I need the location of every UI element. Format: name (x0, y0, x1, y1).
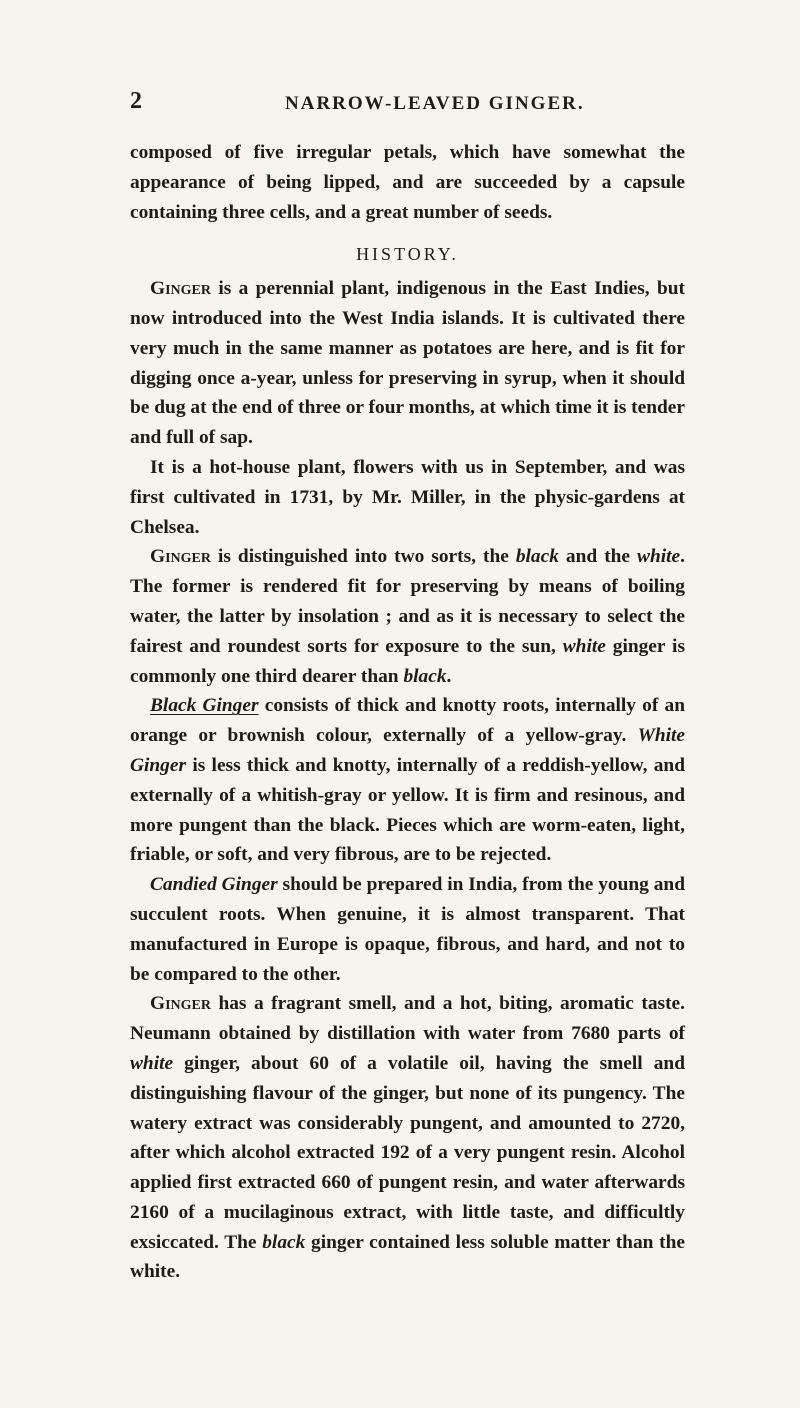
page-number: 2 (130, 88, 142, 114)
paragraph-2: It is a hot-house plant, flowers with us in September, and was first cultivated in 1731, by Mr. Miller, in the physic-gardens at Chelsea. (130, 456, 685, 538)
lead-word: Ginger (150, 993, 211, 1015)
intro-paragraph: composed of five irregular petals, which have somewhat the appearance of being lipped, and are succeeded by a capsule containing three cells, and a great number of seeds. (130, 142, 685, 223)
lead-term: Candied Ginger (150, 874, 278, 896)
paragraph-6: Ginger has a fragrant smell, and a hot, biting, aromatic taste. Neumann obtained by distillation with water from 7680 parts of white ginger, about 60 of a volatile oil, having the smell and distinguishing flavour of the ginger, but none of its pungency. The watery extract was considerably pungent, and amounted to 2720, after which alcohol extracted 192 of a very pungent resin. Alcohol applied first extracted 660 of pungent resin, and water afterwards 2160 of a mucilaginous extract, with little taste, and difficultly exsiccated. The black ginger contained less soluble matter than the white. (130, 993, 685, 1283)
paragraph-1: Ginger is a perennial plant, indigenous in the East Indies, but now introduced into the West India islands. It is cultivated there very much in the same manner as potatoes are here, and is fit for digging once a-year, unless for preserving in syrup, when it should be dug at the end of three or four months, at which time it is tender and full of sap. (130, 278, 685, 449)
running-title: NARROW-LEAVED GINGER. (285, 93, 585, 114)
paragraph-3: Ginger is distinguished into two sorts, the black and the white. The former is rendered fit for preserving by means of boiling water, the latter by insolation ; and as it is necessary to select the fairest and roundest sorts for exposure to the sun, white ginger is commonly one third dearer than black. (130, 546, 686, 687)
lead-term: Black Ginger (150, 695, 259, 717)
lead-word: Ginger (150, 278, 211, 300)
paragraph-5: Candied Ginger should be prepared in India, from the young and succulent roots. When genuine, it is almost transparent. That manufactured in Europe is opaque, fibrous, and hard, and not to be compared to the other. (130, 874, 685, 985)
lead-word: Ginger (150, 546, 211, 568)
section-heading: HISTORY. (356, 244, 459, 265)
running-head (130, 88, 685, 118)
paragraph-4: Black Ginger consists of thick and knotty roots, internally of an orange or brownish colour, externally of a yellow-gray. White Ginger is less thick and knotty, internally of a reddish-yellow, and externally of a whitish-gray or yellow. It is firm and resinous, and more pungent than the black. Pieces which are worm-eaten, light, friable, or soft, and very fibrous, are to be rejected. (130, 695, 685, 866)
body-text (130, 138, 685, 1287)
